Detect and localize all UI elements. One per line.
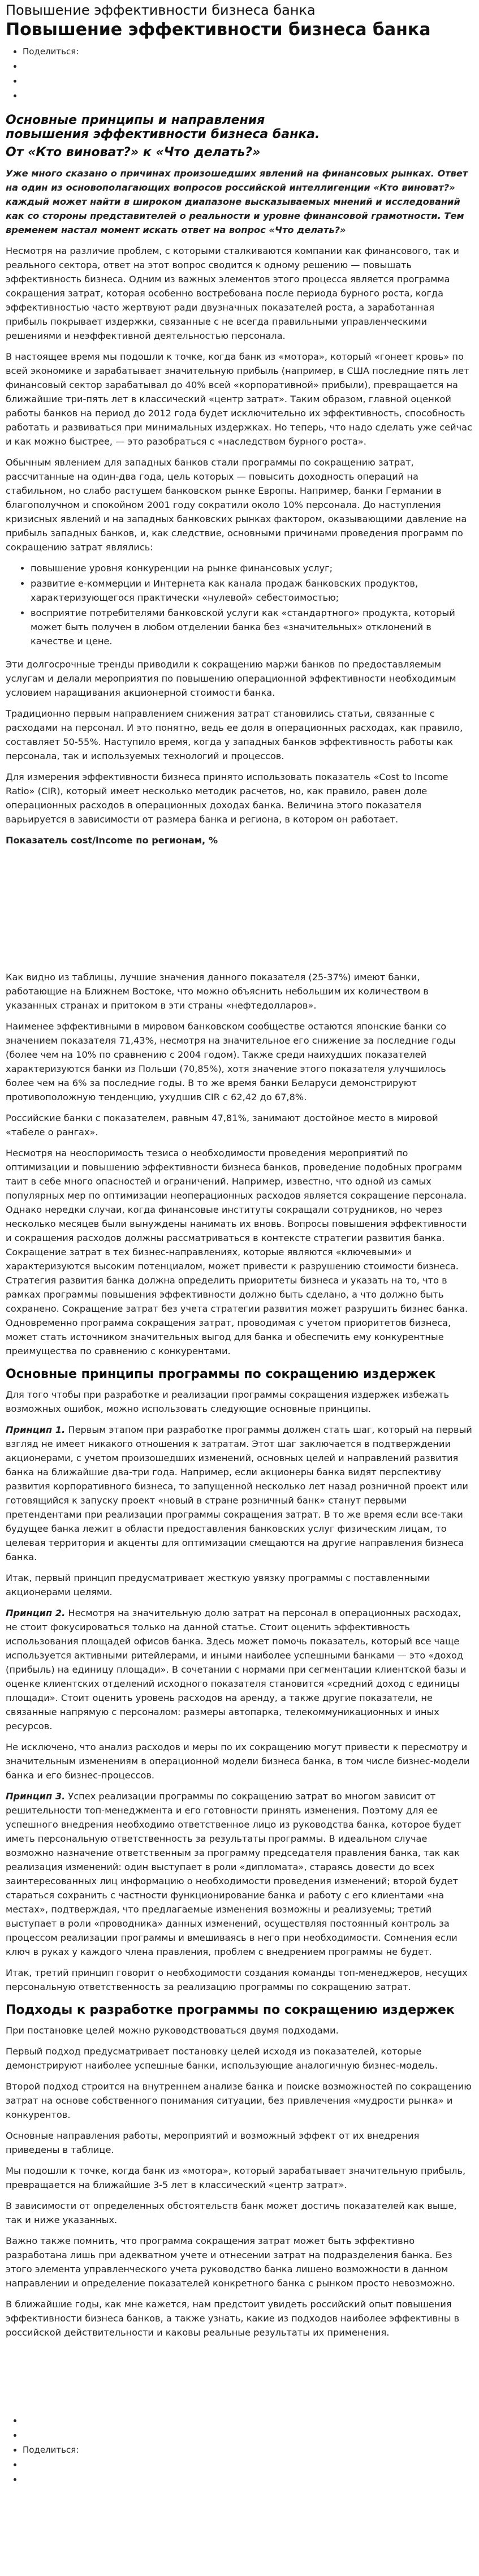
share-label: • Поделиться: — [23, 2443, 473, 2457]
share-item[interactable] — [23, 2413, 473, 2428]
paragraph: В зависимости от определенных обстоятельств банк может достичь показателей как выше, так и ниже указанных. — [6, 2200, 457, 2225]
paragraph: Не исключено, что анализ расходов и меры по их сокращению могут привести к пересмотру и значительным изменениям в операционной модели бизнеса банка, в том числе бизнес-модели банка и его бизнес-процессов. — [6, 1742, 470, 1781]
paragraph: Как видно из таблицы, лучшие значения данного показателя (25-37%) имеют банки, работающие на Ближнем Востоке, что можно объяснить небольшим их количеством в указанных странах и притоком в эти страны «нефтедолларов». — [6, 972, 429, 1011]
footer-share-list — [6, 2413, 473, 2487]
chart-placeholder — [6, 854, 473, 970]
paragraph: Несмотря на неоспоримость тезиса о необходимости проведения мероприятий по оптимизации и повышению эффективности бизнеса банков, проведение подобных программ таит в себе много опасностей и ограничений. Например, известно, что одной из самых популярных мер по оптимизации неоперационных расходов является сокращение персонала. Однако нередки случаи, когда финансовые институты сокращали сотрудников, но через несколько месяцев были вынуждены нанимать их вновь. Вопросы повышения эффективности и сокращения расходов должны рассматриваться в контексте стратегии развития банка. Сокращение затрат в тех бизнес-направлениях, которые являются «ключевыми» и характеризуются высоким потенциалом, может привести к разрушению стоимости бизнеса. Стратегия развития банка должна определить приоритеты бизнеса и указать на то, что в рамках программы повышения эффективности должно быть сделано, а что должно быть сохранено. Сокращение затрат без учета стратегии развития может разрушить бизнес банка. Одновременно программа сокращения затрат, проводимая с учетом приоритетов бизнеса, может стать источником значительных выгод для банка и обеспечить ему конкурентные преимущества по сравнению с конкурентами. — [6, 1148, 468, 1356]
intro-heading-line1: Основные принципы и направления — [6, 113, 265, 127]
paragraph: При постановке целей можно руководствоваться двумя подходами. — [6, 2025, 339, 2036]
principle-text: Несмотря на значительную долю затрат на персонал в операционных расходах, не стоит фокусироваться только на данной статье. Стоит оценить эффективность использования площадей офисов банка. Здесь может помочь показатель, который все чаще используется активными ритейлерами, и иными наиболее успешными банками — это «доход (прибыль) на единицу площади». В сочетании с нормами при сегментации клиентской базы и оценке клиентских отделений исходного показателя становится «средний доход с единицы площади». Стоит оценить уровень расходов на аренду, а также другие показатели, не связанные напрямую с персоналом: размеры автопарка, телекоммуникационных и иных ресурсов. — [6, 1608, 467, 1731]
share-item[interactable] — [23, 59, 473, 74]
principle-paragraph — [6, 1789, 473, 1959]
chart-caption: Показатель cost/income по регионам, % — [6, 835, 218, 846]
site-title: Повышение эффективности бизнеса банка — [6, 2, 316, 18]
list-item: • восприятие потребителями банковской услуги как «стандартного» продукта, который может быть получен в любом отделении банка без «значительных» отклонений в качестве и цене. — [31, 606, 473, 648]
intro-subheading: От «Кто виноват?» к «Что делать?» — [6, 145, 261, 160]
paragraph: Первый подход предусматривает постановку целей исходя из показателей, которые демонстрируют наиболее успешные банки, использующие аналогичную бизнес-модель. — [6, 2046, 438, 2071]
principle-label: Принцип 3. — [6, 1791, 66, 1802]
share-item[interactable] — [23, 88, 473, 103]
paragraph: Для того чтобы при разработке и реализации программы сокращения издержек избежать возможных ошибок, можно использовать следующие основные принципы. — [6, 1389, 450, 1414]
intro-heading-line2: повышения эффективности бизнеса банка. — [6, 127, 320, 141]
post-title: Повышение эффективности бизнеса банка — [6, 20, 431, 40]
list-item: • развитие e-коммерции и Интернета как канала продаж банковских продуктов, характеризующегося практически «нулевой» себестоимостью; — [31, 576, 473, 605]
section-title: Подходы к разработке программы по сокращению издержек — [6, 2003, 455, 2017]
share-item[interactable] — [23, 2472, 473, 2487]
share-label: • Поделиться: — [23, 44, 473, 59]
list-item: • повышение уровня конкуренции на рынке финансовых услуг; — [31, 561, 473, 575]
paragraph: Основные направления работы, мероприятий и возможный эффект от их внедрения приведены в таблице. — [6, 2130, 420, 2155]
paragraph: Уже много сказано о причинах произошедших явлений на финансовых рынках. Ответ на один из основополагающих вопросов российской интеллигенции «Кто виноват?» каждый может найти в широком диапазоне высказываемых мнений и исследований как со стороны представителей о реальности и уровне финансовой грамотности. Тем временем настал момент искать ответ на вопрос «Что делать?» — [6, 168, 468, 235]
principle-text: Успех реализации программы по сокращению затрат во многом зависит от решительности топ-менеджмента и его готовности принять изменения. Поэтому для ее успешного внедрения необходимо ответственное лицо из руководства банка, которое будет иметь персональную ответственность за результаты программы. В идеальном случае возможно назначение ответственным за программу председателя правления банка, так как реализация изменений: один выступает в роли «дипломата», стараясь довести до всех заинтересованных лиц информацию о необходимости проведения изменений; второй будет стараться сохранить с частности функционирование банка и работу с его клиентами «на местах», подтверждая, что предлагаемые изменения возможны и реализуемы; третий выступает в роли «проводника» данных изменений, осуществляя постоянный контроль за процессом реализации программы и вмешиваясь в него при необходимости. Сомнения если ключ в руках у каждого члена правления, проблем с внедрением программы не будет. — [6, 1791, 461, 1957]
causes-list — [6, 561, 473, 648]
paragraph: Наименее эффективными в мировом банковском сообществе остаются японские банки со значением показателя 71,43%, несмотря на значительное его снижение за последние годы (более чем на 10% по сравнению с 2004 годом). Также среди наихудших показателей характеризуются банки из Польши (70,85%), хотя значение этого показателя улучшилось более чем на 6% за последние годы. В то же время банки Беларуси демонстрируют противоположную тенденцию, ухудшив CIR с 62,42 до 67,8%. — [6, 1021, 456, 1102]
principle-paragraph — [6, 1606, 473, 1733]
principle-text: Первым этапом при разработке программы должен стать шаг, который на первый взгляд не имеет никакого отношения к затратам. Этот шаг заключается в подтверждении акционерами, с учетом произошедших изменений, основных целей и направлений развития банка на ближайшие два-три года. Например, если акционеры банка видят перспективу развития корпоративного бизнеса, то запущенной несколько лет назад розничной проект или готовящийся к запуску проект «новый в стране розничный банк» станут первыми претендентами при реализации программы сокращения затрат. В то же время если все-таки будущее банка лежит в области предоставления банковских услуг физическим лицам, то целевая территория и акценты для оптимизации смещаются на другие направления бизнеса банка. — [6, 1424, 472, 1562]
principle-paragraph — [6, 1423, 473, 1564]
share-list — [6, 44, 473, 103]
paragraph: Итак, первый принцип предусматривает жесткую увязку программы с поставленными акционерами целями. — [6, 1573, 430, 1597]
paragraph: Российские банки с показателем, равным 47,81%, занимают достойное место в мировой «табеле о рангах». — [6, 1113, 438, 1138]
paragraph: Важно также помнить, что программа сокращения затрат может быть эффективно разработана лишь при адекватном учете и отнесении затрат на подразделения банка. Без этого элемента управленческого учета руководство банка лишено возможности в данном направлении и определение показателей конкретного банка с рынком просто невозможно. — [6, 2235, 455, 2289]
paragraph: Несмотря на различие проблем, с которыми сталкиваются компании как финансового, так и реального сектора, ответ на этот вопрос сводится к одному решению — повышать эффективность бизнеса. Одним из важных элементов этого процесса является программа сокращения затрат, которая особенно востребована после периода бурного роста, когда эффективностью часто жертвуют ради двузначных показателей роста, а заработанная прибыль покрывает издержки, связанные с не всегда правильными управленческими решениями и неэффективной деятельностью персонала. — [6, 245, 459, 341]
share-item[interactable] — [23, 2457, 473, 2472]
paragraph: В ближайшие годы, как мне кажется, нам предстоит увидеть российский опыт повышения эффективности бизнеса банков, а также узнать, какие из подходов наиболее эффективны в российской действительности и каковы реальные результаты их применения. — [6, 2299, 460, 2338]
intro-heading — [6, 113, 473, 141]
paragraph: Второй подход строится на внутреннем анализе банка и поиске возможностей по сокращению затрат на основе собственного понимания ситуации, без привлечения «мудрости рынка» и конкурентов. — [6, 2081, 472, 2120]
paragraph: В настоящее время мы подошли к точке, когда банк из «мотора», который «гонеет кровь» по всей экономике и зарабатывает значительную прибыль (например, в США последние пять лет финансовый сектор зарабатывал до 40% всей «корпоративной» прибыли), превращается на ближайшие три-пять лет в классический «центр затрат». Таким образом, главной оценкой работы банков на период до 2012 года будет исключительно их эффективность, способность работать и развиваться при минимальных издержках. Но теперь, что надо сделать уже сейчас и как можно быстрее, — это разобраться с «наследством бурного роста». — [6, 351, 472, 447]
share-item[interactable] — [23, 74, 473, 88]
paragraph: Мы подошли к точке, когда банк из «мотора», который зарабатывает значительную прибыль, превращается на ближайшие 3-5 лет в классический «центр затрат». — [6, 2165, 466, 2190]
paragraph: Традиционно первым направлением снижения затрат становились статьи, связанные с расходами на персонал. И это понятно, ведь ее доля в операционных расходах, как правило, составляет 50-55%. Наступило время, когда у западных банков эффективность работы как персонала, так и используемых технологий и процессов. — [6, 708, 463, 761]
paragraph: Обычным явлением для западных банков стали программы по сокращению затрат, рассчитанные на один-два года, цель которых — повысить доходность операций на стабильном, но слабо растущем банковском рынке Европы. Например, банки Германии в благополучном и спокойном 2001 году сократили около 10% персонала. До наступления кризисных явлений и на западных банковских рынках фактором, оказывающими давление на прибыль западных банков, и, как следствие, основными причинами проведения программ по сокращению затрат являлись: — [6, 457, 467, 553]
paragraph: Итак, третий принцип говорит о необходимости создания команды топ-менеджеров, несущих персональную ответственность за реализацию программы по сокращению затрат. — [6, 1967, 468, 1992]
paragraph: Для измерения эффективности бизнеса принято использовать показатель «Cost to Income Ratio» (CIR), который имеет несколько методик расчетов, но, как правило, равен доле операционных расходов в операционных доходах банка. Величина этого показателя варьируется в зависимости от размера банка и региона, в котором он работает. — [6, 772, 448, 825]
section-title: Основные принципы программы по сокращению издержек — [6, 1367, 436, 1381]
share-item[interactable] — [23, 2428, 473, 2443]
principle-label: Принцип 1. — [6, 1424, 66, 1435]
paragraph: Эти долгосрочные тренды приводили к сокращению маржи банков по предоставляемым услугам и делали мероприятия по повышению операционной эффективности необходимым условием наращивания акционерной стоимости банка. — [6, 659, 456, 698]
principle-label: Принцип 2. — [6, 1608, 66, 1618]
